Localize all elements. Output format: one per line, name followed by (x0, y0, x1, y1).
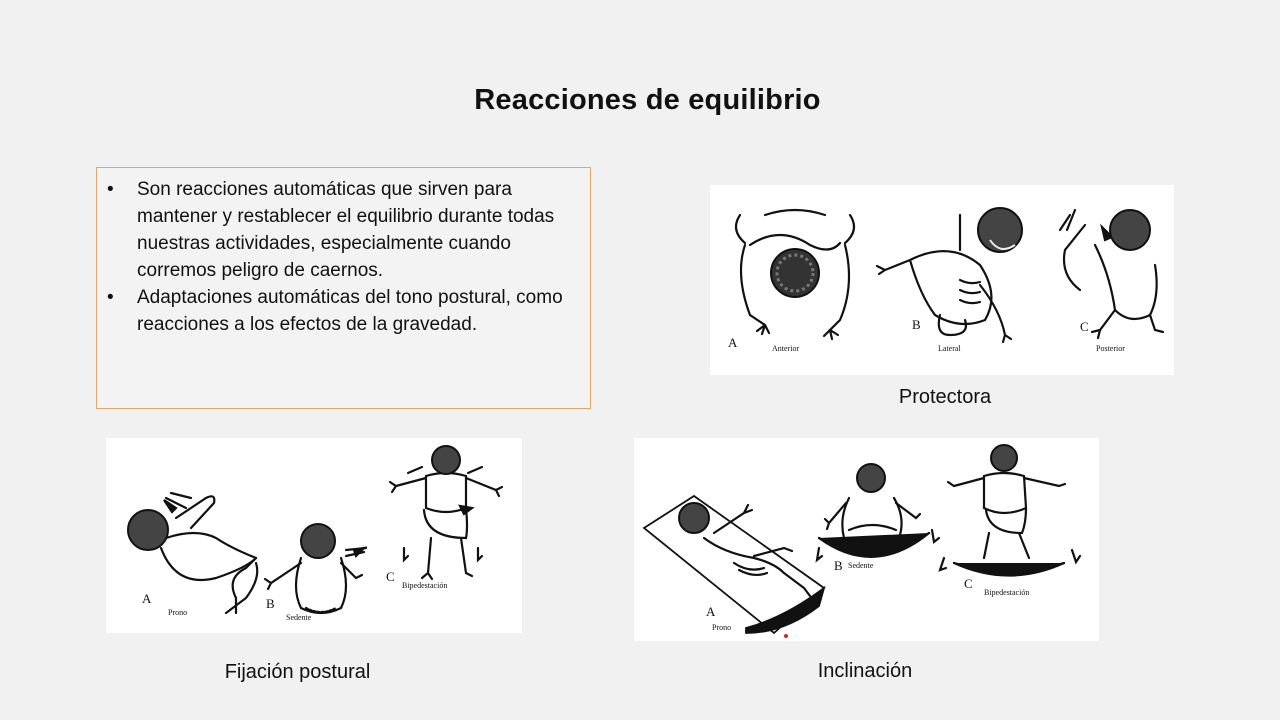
label-bipedestacion: Bipedestación (402, 581, 448, 590)
bullet-text-box (96, 167, 591, 409)
protectora-illustration (710, 185, 1174, 375)
label-c: C (386, 569, 395, 584)
label-anterior: Anterior (772, 344, 800, 353)
bullet-item: • Adaptaciones automáticas del tono postural, como reacciones a los efectos de la gravedad. (137, 284, 580, 338)
inclinacion-drawing (634, 438, 1099, 641)
label-a: A (142, 591, 152, 606)
baby-head-icon (128, 510, 168, 550)
caption-fijacion-postural: Fijación postural (224, 661, 371, 683)
label-b: B (834, 558, 843, 573)
label-a: A (706, 604, 716, 619)
bullet-list (97, 168, 590, 338)
baby-head-icon (301, 524, 335, 558)
label-prono: Prono (168, 608, 188, 617)
label-bipedestacion: Bipedestación (984, 588, 1030, 597)
fijacion-postural-illustration (106, 438, 522, 633)
baby-head-icon (679, 503, 709, 533)
label-b: B (912, 317, 921, 332)
label-sedente: Sedente (286, 613, 312, 622)
baby-head-icon (432, 446, 460, 474)
bullet-item: • Son reacciones automáticas que sirven para mantener y restablecer el equilibrio durante todas nuestras actividades, especialmente cuando corremos peligro de caernos. (137, 176, 580, 284)
baby-head-icon (857, 464, 885, 492)
label-sedente: Sedente (848, 561, 874, 570)
baby-head-icon (1110, 210, 1150, 250)
label-c: C (1080, 319, 1089, 334)
label-b: B (266, 596, 275, 611)
baby-head-icon (978, 208, 1022, 252)
label-lateral: Lateral (938, 344, 961, 353)
label-posterior: Posterior (1096, 344, 1125, 353)
label-prono: Prono (712, 623, 732, 632)
inclinacion-illustration (634, 438, 1099, 641)
protectora-drawing (710, 185, 1174, 375)
baby-head-icon (991, 445, 1017, 471)
slide-title: Reacciones de equilibrio (474, 84, 821, 116)
caption-inclinacion: Inclinación (817, 660, 913, 682)
label-c: C (964, 576, 973, 591)
label-a: A (728, 335, 738, 350)
fijacion-postural-drawing (106, 438, 522, 633)
caption-protectora: Protectora (898, 386, 992, 408)
